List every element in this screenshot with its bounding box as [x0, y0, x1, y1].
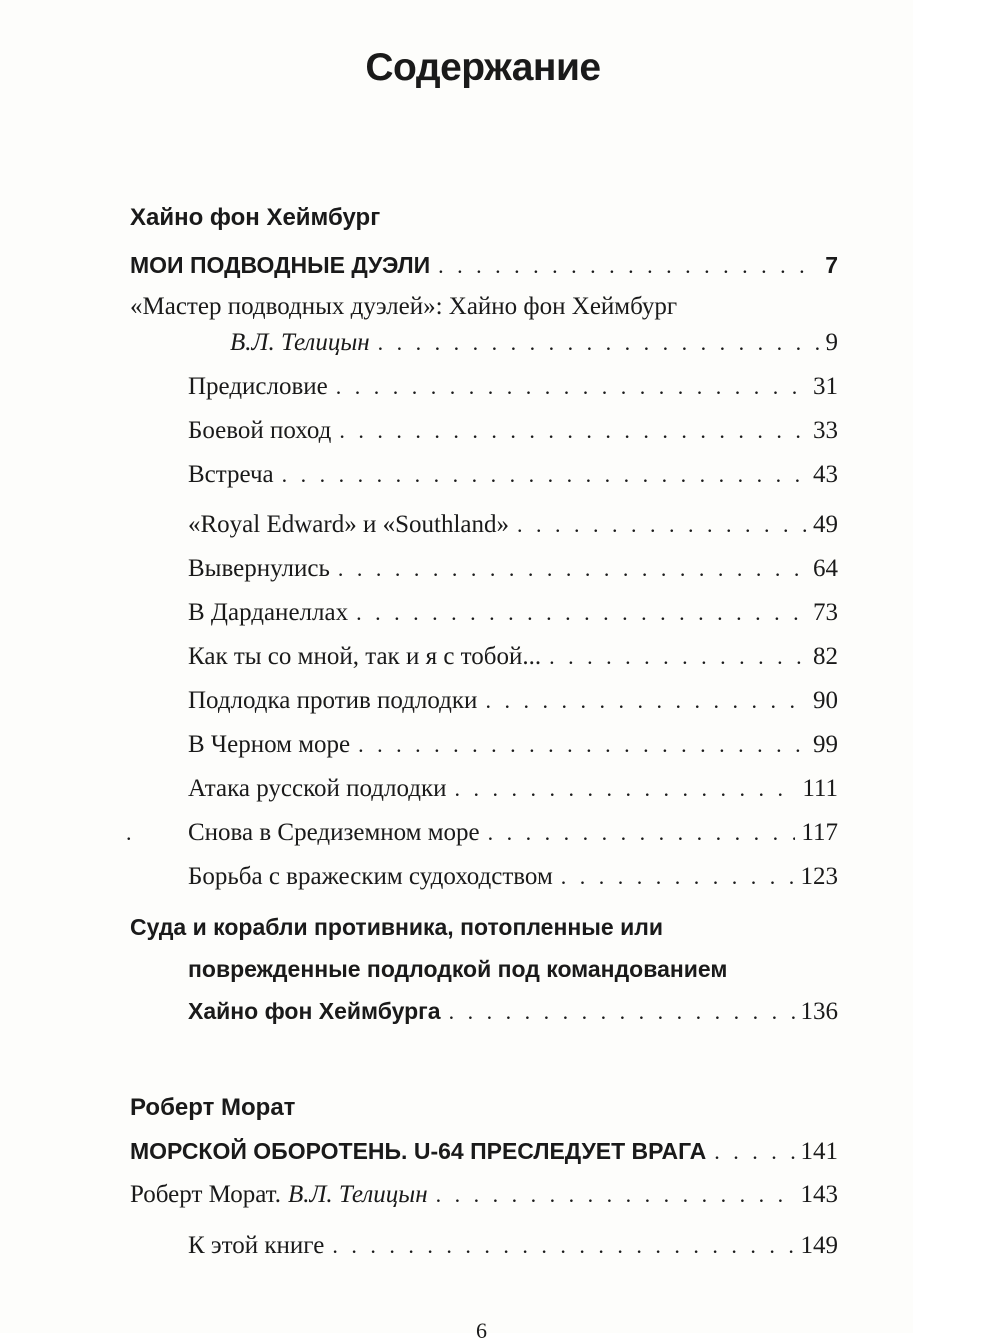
toc-entry-title: Встреча [188, 461, 274, 488]
toc-entry-chapter[interactable] [188, 1231, 838, 1261]
toc-entry-page: 143 [800, 1181, 838, 1208]
toc-entry-intro-1[interactable] [230, 328, 838, 358]
leader-dots [378, 328, 820, 358]
toc-entry-page: 90 [813, 687, 838, 714]
page-number: 6 [476, 1318, 487, 1343]
toc-entry-page: 123 [800, 863, 838, 890]
toc-entry-chapter[interactable] [188, 730, 838, 760]
toc-entry-chapter[interactable] [188, 598, 838, 628]
toc-entry-page: 111 [802, 775, 838, 802]
toc-entry-title: Борьба с вражеским судоходством [188, 863, 553, 890]
leader-dots [714, 1137, 794, 1167]
toc-entry-book-2[interactable] [130, 1136, 838, 1166]
leader-dots [488, 818, 796, 848]
toc-entry-page: 141 [800, 1138, 838, 1165]
leader-dots [339, 416, 807, 446]
page-title: Содержание [365, 46, 601, 89]
leader-dots [561, 862, 795, 892]
toc-entry-chapter[interactable] [188, 862, 838, 892]
toc-entry-page: 149 [800, 1232, 838, 1259]
toc-entry-intro-2[interactable] [130, 1180, 838, 1210]
toc-entry-title: Вывернулись [188, 555, 330, 582]
toc-entry-title: Подлодка против подлодки [188, 687, 478, 714]
leader-dots [338, 554, 807, 584]
toc-appendix-line-2[interactable]: поврежденные подлодкой под командованием [188, 956, 728, 982]
toc-entry-title: Хайно фон Хеймбурга [188, 998, 441, 1024]
toc-entry-title: МОИ ПОДВОДНЫЕ ДУЭЛИ [130, 252, 431, 278]
toc-entry-title: К этой книге [188, 1232, 325, 1259]
toc-entry-chapter[interactable] [188, 642, 838, 672]
toc-entry-chapter[interactable] [188, 818, 838, 848]
toc-entry-title: Как ты со мной, так и я с тобой... [188, 643, 542, 670]
leader-dots [455, 774, 797, 804]
toc-entry-page: 99 [813, 731, 838, 758]
toc-entry-page: 117 [801, 819, 838, 846]
toc-entry-book-1[interactable] [130, 250, 838, 280]
margin-mark: . [126, 820, 132, 845]
toc-entry-title: «Royal Edward» и «Southland» [188, 511, 509, 538]
toc-entry-byline: В.Л. Телицын [230, 329, 370, 356]
toc-entry-page: 136 [800, 998, 838, 1025]
leader-dots [549, 642, 807, 672]
toc-entry-page: 7 [825, 252, 838, 278]
toc-entry-chapter[interactable] [188, 372, 838, 402]
toc-entry-title: Предисловие [188, 373, 328, 400]
toc-entry-title: МОРСКОЙ ОБОРОТЕНЬ. U-64 ПРЕСЛЕДУЕТ ВРАГА [130, 1138, 707, 1164]
toc-entry-page: 73 [813, 599, 838, 626]
toc-appendix-line-1[interactable]: Суда и корабли противника, потопленные или [130, 914, 663, 940]
toc-entry-page: 9 [825, 329, 838, 356]
leader-dots [436, 1180, 795, 1210]
toc-entry-chapter[interactable] [188, 416, 838, 446]
toc-entry-page: 82 [813, 643, 838, 670]
toc-entry-page: 33 [813, 417, 838, 444]
toc-entry-page: 43 [813, 461, 838, 488]
toc-entry-chapter[interactable] [188, 554, 838, 584]
leader-dots [358, 730, 807, 760]
toc-entry-byline: В.Л. Телицын [287, 1181, 428, 1208]
leader-dots [282, 460, 807, 490]
leader-dots [449, 997, 795, 1027]
page-edge [913, 0, 1000, 1333]
toc-entry-appendix[interactable] [188, 996, 838, 1026]
toc-entry-name: Роберт Морат. [130, 1181, 281, 1208]
toc-entry-page: 49 [813, 511, 838, 538]
toc-entry-chapter[interactable] [188, 774, 838, 804]
toc-entry-chapter[interactable] [188, 510, 838, 540]
toc-entry-title: В Дарданеллах [188, 599, 349, 626]
toc-entry-page: 31 [813, 373, 838, 400]
toc-entry-intro-1-title[interactable]: «Мастер подводных дуэлей»: Хайно фон Хеймбург [130, 293, 678, 320]
leader-dots [332, 1231, 794, 1261]
author-heimburg: Хайно фон Хеймбург [130, 204, 381, 231]
leader-dots [356, 598, 807, 628]
toc-entry-title: В Черном море [188, 731, 351, 758]
leader-dots [438, 251, 819, 281]
toc-entry-page: 64 [813, 555, 838, 582]
leader-dots [517, 510, 807, 540]
leader-dots [485, 686, 807, 716]
toc-entry-chapter[interactable] [188, 686, 838, 716]
toc-entry-title: Боевой поход [188, 417, 332, 444]
toc-entry-title: Атака русской подлодки [188, 775, 447, 802]
author-morat: Роберт Морат [130, 1094, 296, 1121]
toc-entry-title: Снова в Средиземном море [188, 819, 480, 846]
leader-dots [336, 372, 807, 402]
toc-entry-chapter[interactable] [188, 460, 838, 490]
